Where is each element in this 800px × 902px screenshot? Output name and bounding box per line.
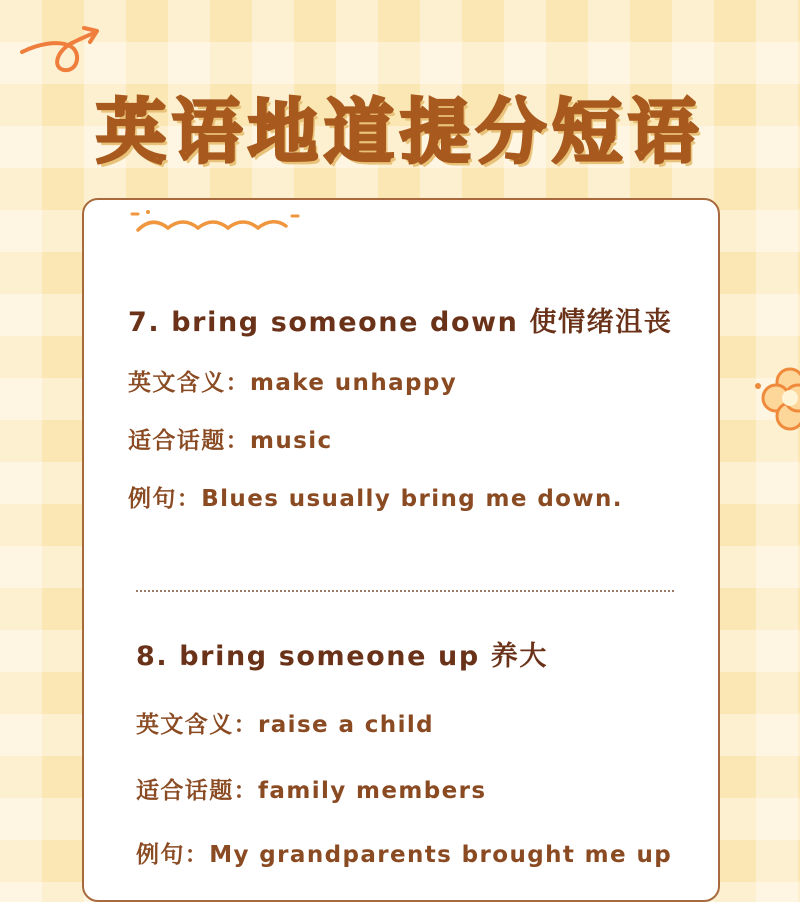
flower-icon — [752, 364, 800, 436]
meaning-label: 英文含义： — [136, 712, 258, 738]
example-line — [136, 836, 672, 869]
topic-label: 适合话题： — [128, 428, 250, 454]
phrase-heading: 7. bring someone down 使情绪沮丧 — [128, 307, 673, 338]
phrase-heading: 8. bring someone up 养大 — [136, 641, 548, 672]
example-label: 例句： — [136, 842, 210, 868]
example-label: 例句： — [128, 486, 202, 512]
squiggle-decoration-icon — [130, 208, 302, 240]
dotted-divider — [136, 590, 674, 592]
example-line — [128, 480, 623, 513]
meaning-text: make unhappy — [250, 370, 458, 396]
meaning-line — [136, 706, 434, 739]
page-title: 英语地道提分短语 — [96, 91, 704, 173]
topic-line — [128, 422, 333, 455]
example-text: Blues usually bring me down. — [201, 486, 623, 512]
swirl-arrow-icon — [18, 22, 102, 82]
topic-line — [136, 772, 487, 805]
topic-text: music — [250, 428, 333, 454]
meaning-text: raise a child — [258, 712, 435, 738]
phrase-card — [82, 198, 720, 902]
meaning-line — [128, 364, 457, 397]
topic-label: 适合话题： — [136, 778, 258, 804]
meaning-label: 英文含义： — [128, 370, 250, 396]
topic-text: family members — [258, 778, 487, 804]
example-text: My grandparents brought me up — [209, 842, 673, 868]
